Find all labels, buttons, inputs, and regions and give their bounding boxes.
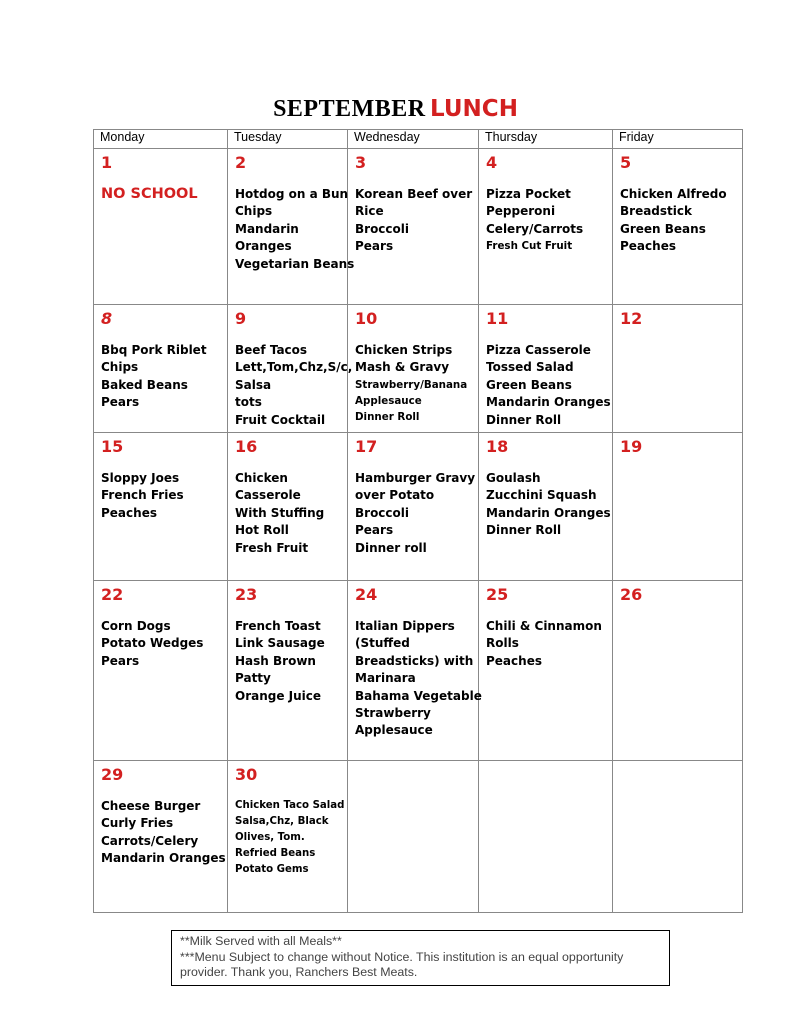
- week-row: [94, 761, 743, 913]
- day-number: 1: [101, 153, 113, 172]
- menu-item: Curly Fries: [101, 816, 174, 831]
- menu-item: Salsa: [235, 377, 272, 392]
- day-number: 18: [486, 437, 509, 456]
- menu-items: [355, 186, 472, 256]
- menu-item: Dinner roll: [355, 540, 427, 555]
- day-cell: [94, 305, 228, 433]
- weekday-header: Monday: [94, 130, 228, 149]
- menu-item: Hamburger Gravy: [355, 471, 476, 485]
- menu-item: Mandarin Oranges: [101, 851, 226, 866]
- day-cell: [228, 149, 355, 305]
- menu-item: Orange Juice: [235, 688, 322, 703]
- page-title: [0, 96, 791, 123]
- menu-item: Pizza Pocket: [486, 187, 571, 201]
- menu-item: Hotdog on a Bun: [235, 187, 349, 201]
- day-number: 30: [235, 765, 258, 784]
- menu-item: French Fries: [101, 488, 184, 503]
- menu-item: Baked Beans: [101, 377, 188, 392]
- footer-notice: [171, 930, 670, 986]
- day-cell: [613, 581, 743, 761]
- day-cell: [94, 433, 228, 581]
- menu-item: Chicken Taco Salad: [235, 800, 345, 811]
- day-cell: [228, 305, 353, 433]
- menu-item: Pepperoni: [486, 204, 556, 219]
- menu-item: With Stuffing: [235, 505, 325, 520]
- day-number: [486, 764, 606, 786]
- menu-item: Peaches: [620, 239, 676, 254]
- menu-item: Tossed Salad: [486, 360, 574, 375]
- menu-item: Potato Gems: [235, 864, 309, 875]
- menu-item: Chips: [235, 204, 273, 219]
- menu-item: Zucchini Squash: [486, 488, 597, 503]
- menu-item: Peaches: [101, 505, 157, 520]
- menu-item: Oranges: [235, 239, 292, 254]
- day-number: 8: [101, 309, 113, 328]
- menu-items: [235, 798, 345, 878]
- menu-item: Casserole: [235, 488, 301, 503]
- day-number: 25: [486, 585, 509, 604]
- menu-item: Pizza Casserole: [486, 343, 591, 357]
- menu-item: Peaches: [486, 653, 542, 668]
- menu-item: tots: [235, 395, 262, 410]
- day-number: 4: [486, 153, 498, 172]
- menu-item: Green Beans: [486, 377, 572, 392]
- week-row: [94, 149, 743, 305]
- menu-item: Strawberry: [355, 706, 431, 721]
- menu-item: Chicken: [235, 471, 288, 485]
- menu-items: [235, 470, 341, 557]
- menu-items: [486, 618, 606, 670]
- menu-item: Fresh Cut Fruit: [486, 240, 573, 253]
- weekday-header-row: [94, 130, 743, 149]
- menu-items: [235, 186, 355, 273]
- day-cell: [228, 581, 348, 761]
- menu-item: Lett,Tom,Chz,S/c,: [235, 360, 353, 375]
- day-number: 12: [620, 309, 643, 328]
- menu-item: Potato Wedges: [101, 636, 204, 651]
- week-row: [94, 433, 743, 581]
- menu-item: Fresh Fruit: [235, 540, 309, 555]
- menu-items: [620, 186, 736, 256]
- menu-item: Carrots/Celery: [101, 833, 199, 848]
- menu-item: Marinara: [355, 671, 416, 686]
- menu-item: Patty: [235, 671, 271, 686]
- day-cell: [479, 761, 613, 913]
- menu-item: over Potato: [355, 488, 435, 503]
- menu-item: Pears: [101, 395, 140, 410]
- menu-items: [235, 342, 353, 429]
- menu-item: Mandarin Oranges: [486, 505, 611, 520]
- day-number: 16: [235, 437, 258, 456]
- day-cell: [348, 149, 479, 305]
- day-number: 10: [355, 309, 378, 328]
- menu-item: Italian Dippers: [355, 619, 455, 633]
- menu-items: [486, 470, 611, 540]
- menu-item: Rice: [355, 204, 384, 219]
- footer-provider-note: provider. Thank you, Ranchers Best Meats.: [180, 965, 418, 980]
- weekday-header: Wednesday: [348, 130, 479, 149]
- day-number: [620, 764, 736, 786]
- menu-items: [355, 470, 476, 557]
- menu-item: Chicken Alfredo: [620, 187, 727, 201]
- day-number: 23: [235, 585, 258, 604]
- day-cell: [613, 433, 743, 581]
- week-row: [94, 305, 743, 433]
- day-number: 9: [235, 309, 247, 328]
- menu-item: Breadsticks) with: [355, 653, 474, 668]
- menu-item: Rolls: [486, 636, 519, 651]
- menu-item: Chips: [101, 360, 139, 375]
- menu-item: Salsa,Chz, Black: [235, 816, 329, 827]
- menu-item: Bbq Pork Riblet: [101, 343, 207, 357]
- menu-items: [355, 342, 472, 425]
- day-cell: [613, 761, 743, 913]
- menu-item: Beef Tacos: [235, 343, 308, 357]
- footer-milk-note: **Milk Served with all Meals**: [180, 934, 342, 948]
- menu-item: Olives, Tom.: [235, 832, 305, 843]
- day-cell: [228, 761, 348, 913]
- weekday-header: Tuesday: [228, 130, 348, 149]
- menu-item: (Stuffed: [355, 636, 410, 651]
- week-row: [94, 581, 743, 761]
- day-number: 15: [101, 437, 124, 456]
- day-cell: [94, 581, 228, 761]
- menu-items: [486, 342, 611, 429]
- day-cell: [94, 761, 228, 913]
- day-number: 17: [355, 437, 378, 456]
- menu-items: [486, 186, 606, 254]
- menu-item: Broccoli: [355, 505, 410, 520]
- menu-item: Vegetarian Beans: [235, 256, 355, 271]
- menu-item: Bahama Vegetable: [355, 688, 482, 703]
- menu-item: Mandarin: [235, 221, 299, 236]
- day-number: 11: [486, 309, 509, 328]
- menu-item: Applesauce: [355, 723, 433, 738]
- day-number: 24: [355, 585, 378, 604]
- weekday-header: Thursday: [479, 130, 613, 149]
- menu-items: [235, 618, 341, 705]
- day-cell: [94, 149, 228, 305]
- menu-item: Link Sausage: [235, 636, 325, 651]
- menu-item: Celery/Carrots: [486, 221, 584, 236]
- title-month: SEPTEMBER: [273, 96, 426, 122]
- menu-items: [101, 618, 221, 670]
- menu-item: Cheese Burger: [101, 799, 201, 813]
- weekday-header: Friday: [613, 130, 743, 149]
- no-school-label: NO SCHOOL: [101, 186, 198, 202]
- menu-item: Refried Beans: [235, 848, 316, 859]
- menu-item: Mandarin Oranges: [486, 395, 611, 410]
- menu-item: Green Beans: [620, 221, 706, 236]
- day-cell: [613, 149, 743, 305]
- day-number: [355, 764, 472, 786]
- menu-item: Corn Dogs: [101, 619, 171, 633]
- day-cell: [348, 581, 482, 761]
- footer-menu-note: ***Menu Subject to change without Notice. This institution is an equal opportunity: [180, 949, 624, 964]
- menu-item: Goulash: [486, 471, 541, 485]
- day-number: 29: [101, 765, 124, 784]
- lunch-calendar: [93, 129, 743, 913]
- title-meal: LUNCH: [430, 96, 518, 122]
- day-cell: [348, 305, 479, 433]
- day-cell: [228, 433, 348, 581]
- day-number: 3: [355, 153, 367, 172]
- menu-items: [101, 798, 226, 868]
- day-cell: [479, 581, 613, 761]
- day-number: 22: [101, 585, 124, 604]
- menu-item: Broccoli: [355, 221, 410, 236]
- menu-item: Hot Roll: [235, 523, 289, 538]
- day-number: 5: [620, 153, 632, 172]
- menu-item: Breadstick: [620, 204, 692, 219]
- menu-item: Sloppy Joes: [101, 471, 180, 485]
- menu-item: Mash & Gravy: [355, 360, 450, 375]
- menu-items: [101, 470, 221, 522]
- menu-items: [101, 342, 221, 412]
- day-cell: [348, 433, 479, 581]
- menu-item: Chicken Strips: [355, 343, 453, 357]
- menu-item: Pears: [355, 523, 394, 538]
- day-cell: [613, 305, 743, 433]
- menu-item: Pears: [355, 239, 394, 254]
- day-number: 19: [620, 437, 643, 456]
- menu-item: Strawberry/Banana: [355, 378, 468, 391]
- day-number: 26: [620, 585, 643, 604]
- menu-item: Korean Beef over: [355, 187, 473, 201]
- menu-item: Chili & Cinnamon: [486, 619, 602, 633]
- menu-item: Fruit Cocktail: [235, 412, 326, 427]
- menu-item: French Toast: [235, 619, 321, 633]
- day-cell: [479, 305, 613, 433]
- day-cell: [479, 149, 613, 305]
- menu-item: Dinner Roll: [355, 410, 420, 423]
- menu-item: Applesauce: [355, 394, 422, 407]
- day-cell: [479, 433, 613, 581]
- menu-item: Hash Brown: [235, 653, 316, 668]
- day-number: 2: [235, 153, 247, 172]
- menu-items: [355, 618, 482, 740]
- menu-item: Pears: [101, 653, 140, 668]
- day-cell: [348, 761, 479, 913]
- menu-item: Dinner Roll: [486, 412, 562, 427]
- menu-item: Dinner Roll: [486, 523, 562, 538]
